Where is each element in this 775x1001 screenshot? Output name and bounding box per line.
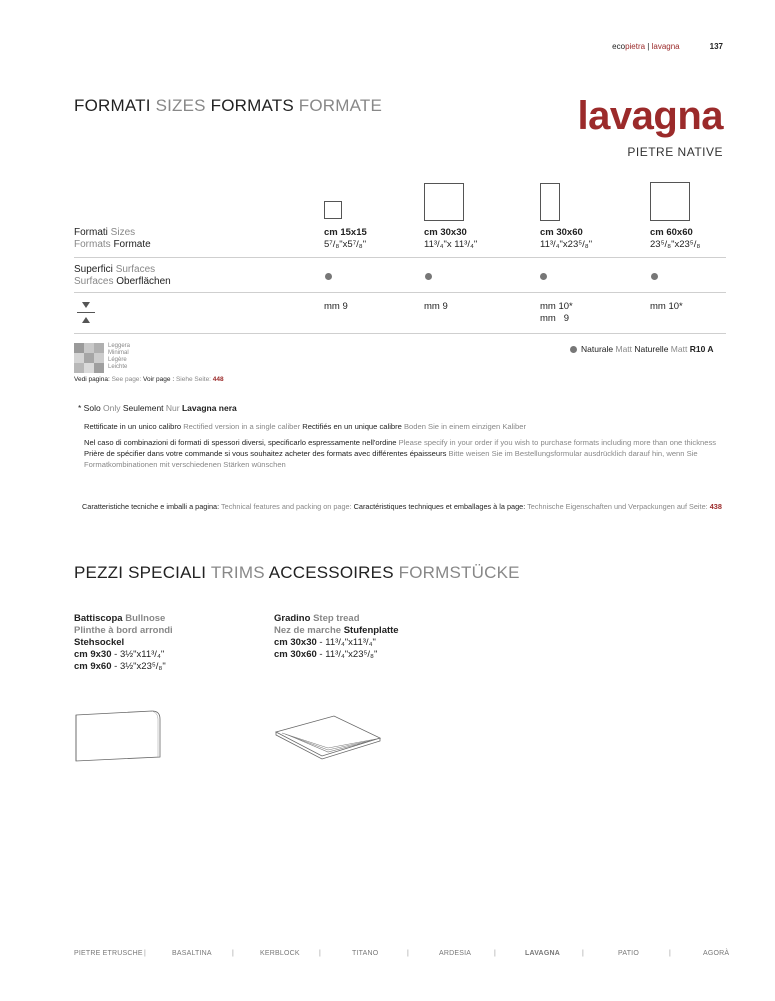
rect-en: Rectified version in a single caliber [183,422,303,431]
tech-fr: Caractéristiques techniques et emballages à la page: [353,502,528,511]
divider [74,292,726,293]
tech-en: Technical features and packing on page: [221,502,354,511]
brand-subtitle: PIETRE NATIVE [627,145,723,159]
thickness-value: mm 9 [424,301,448,312]
step-size2-in: - 11³/₄"x23⁵/₈" [316,649,378,660]
divider [74,257,726,258]
variation-label: Légère [108,357,127,363]
format-30x30-swatch [424,183,464,221]
footer-separator: | [669,950,672,957]
bullnose-it: Battiscopa [74,613,126,624]
format-15x15-swatch [324,201,342,219]
brand-pietra: pietra [625,42,646,51]
formats-label-it: Formati [74,227,111,238]
footer-item[interactable]: BASALTINA [172,950,212,957]
header-separator: | [645,42,652,51]
rect-it: Rettificate in un unico calibro [84,422,184,431]
sizes-title-fr: FORMATS [210,96,299,115]
thickness-col-1 [324,301,348,313]
format-30x60-swatch [540,183,560,221]
format-inch: 5⁷/₈"x5⁷/₈" [324,239,367,250]
format-inch: 11³/₄"x 11³/₄" [424,239,478,250]
step-size1-cm: cm 30x30 [274,637,317,648]
format-cm: cm 60x60 [650,227,693,238]
note-only-en: Only [103,403,123,413]
footer-separator: | [407,950,410,957]
footer-item[interactable]: PATIO [618,950,639,957]
see-page-fr: Voir page : [143,376,176,383]
thickness-line-icon [77,312,95,313]
surface-dot-icon [325,273,332,280]
see-page-it: Vedi pagina: [74,376,112,383]
step-tread-drawing-icon [272,712,384,760]
combo-it: Nel caso di combinazioni di formati di spessori diversi, specificarlo espressamente nell'ordine [84,438,399,447]
finish-fr: Naturelle [634,344,671,354]
bullnose-size2-in: - 3½"x23⁵/₈" [111,661,166,672]
surface-dot-icon [540,273,547,280]
format-inch: 23⁵/₈"x23⁵/₈ [650,239,701,250]
bullnose-de: Stehsockel [74,637,125,648]
trims-title-de: FORMSTÜCKE [398,563,520,582]
format-col-4 [650,227,700,251]
finish-dot-icon [570,346,577,353]
format-cm: cm 15x15 [324,227,367,238]
format-col-3 [540,227,592,251]
surfaces-label-it: Superfici [74,264,116,275]
sizes-title [74,96,382,116]
see-page-number: 448 [212,376,224,383]
footer-item[interactable]: ARDESIA [439,950,472,957]
surfaces-label-en: Surfaces [115,264,156,275]
note-star: * [78,403,84,413]
rectified-note [84,421,734,432]
step-en: Step tread [313,613,360,624]
bullnose-en: Bullnose [125,613,166,624]
formats-label-en: Sizes [110,227,136,238]
page-number: 137 [709,42,723,51]
format-col-2 [424,227,477,251]
step-fr: Nez de marche [274,625,344,636]
sizes-title-de: FORMATE [298,96,383,115]
thickness-value-2: mm 9 [540,313,570,324]
sizes-title-it: FORMATI [74,96,156,115]
formats-label-fr: Formats [74,239,114,250]
variation-label: Leichte [108,364,128,370]
tech-page: 438 [709,502,722,511]
footer-separator: | [319,950,322,957]
format-inch: 11³/₄"x23⁵/₈" [540,239,593,250]
footer-separator: | [582,950,585,957]
formats-label [74,227,151,251]
step-de: Stufenplatte [343,625,399,636]
step-block [274,613,399,661]
footer-item[interactable]: PIETRE ETRUSCHE [74,950,143,957]
tech-note [82,501,732,512]
variation-label: Minimal [108,350,129,356]
format-col-1 [324,227,367,251]
trims-title [74,563,520,583]
finish-it: Naturale [581,344,616,354]
variation-label: Leggera [108,343,131,349]
bullnose-size1-in: - 3½"x11³/₄" [111,649,165,660]
running-header [612,42,723,51]
footer-separator: | [494,950,497,957]
note-only-fr: Seulement [122,403,166,413]
trims-title-it: PEZZI SPECIALI [74,563,211,582]
rect-de: Boden Sie in einem einzigen Kaliber [403,422,526,431]
divider [74,333,726,334]
footer-item[interactable]: AGORÀ [703,950,730,957]
footer-separator: | [232,950,235,957]
footer-separator: | [144,950,147,957]
header-collection: lavagna [651,42,680,51]
finish [570,344,713,354]
surfaces-label-fr: Surfaces [74,276,117,287]
note-only-de: Nur [165,403,182,413]
see-page-de: Siehe Seite: [175,376,213,383]
bullnose-fr: Plinthe à bord arrondi [74,625,173,636]
thickness-col-3 [540,301,573,325]
thickness-col-2 [424,301,448,313]
trims-title-en: TRIMS [210,563,269,582]
step-size1-in: - 11³/₄"x11³/₄" [316,637,376,648]
finish-rating: R10 A [689,344,714,354]
format-cm: cm 30x30 [424,227,467,238]
bullnose-block [74,613,173,673]
thickness-value: mm 10* [540,301,573,312]
trims-title-fr: ACCESSOIRES [268,563,399,582]
surface-dot-icon [425,273,432,280]
format-60x60-swatch [650,182,690,221]
combo-de1: Bitte weisen Sie im Bestellungsformular ausdrücklich darauf hin, wenn Sie [448,449,698,458]
surfaces-label-de: Oberflächen [116,276,171,287]
finish-fr2: Matt [670,344,690,354]
note-only-name: Lavagna nera [181,403,237,413]
footer-item[interactable]: KERBLOCK [260,950,300,957]
footer-item[interactable]: TITANO [352,950,379,957]
surfaces-label [74,264,171,288]
combo-en: Please specify in your order if you wish to purchase formats including more than one thickness [398,438,717,447]
bullnose-size1-cm: cm 9x30 [74,649,112,660]
combo-de2: Formatkombinationen mit verschiedenen Stärken wünschen [84,460,286,469]
surface-dot-icon [651,273,658,280]
see-page [74,375,224,384]
step-size2-cm: cm 30x60 [274,649,317,660]
bullnose-drawing-icon [70,705,166,765]
footer-item-active[interactable]: LAVAGNA [525,950,560,957]
arrow-down-icon [82,302,90,308]
sizes-title-en: SIZES [155,96,211,115]
brand-eco: eco [612,42,626,51]
rect-fr: Rectifiés en un unique calibre [302,422,404,431]
thickness-icon [82,302,95,323]
thickness-col-4 [650,301,683,313]
only-note [78,403,237,413]
bullnose-size2-cm: cm 9x60 [74,661,112,672]
note-only-it: Solo [83,403,104,413]
combo-fr: Prière de spécifier dans votre commande si vous souhaitez acheter des formats avec différentes épaisseurs [84,449,449,458]
thickness-value: mm 10* [650,301,683,312]
finish-en: Matt [615,344,635,354]
variation-labels [108,343,130,371]
step-it: Gradino [274,613,314,624]
tech-it: Caratteristiche tecniche e imballi a pagina: [82,502,221,511]
see-page-en: See page: [111,376,144,383]
variation-mosaic-icon [74,343,104,373]
tech-de: Technische Eigenschaften und Verpackungen auf Seite: [527,502,710,511]
arrow-up-icon [82,317,90,323]
format-cm: cm 30x60 [540,227,583,238]
combination-note [84,437,734,470]
brand-title: lavagna [577,94,723,138]
thickness-value: mm 9 [324,301,348,312]
formats-label-de: Formate [113,239,151,250]
